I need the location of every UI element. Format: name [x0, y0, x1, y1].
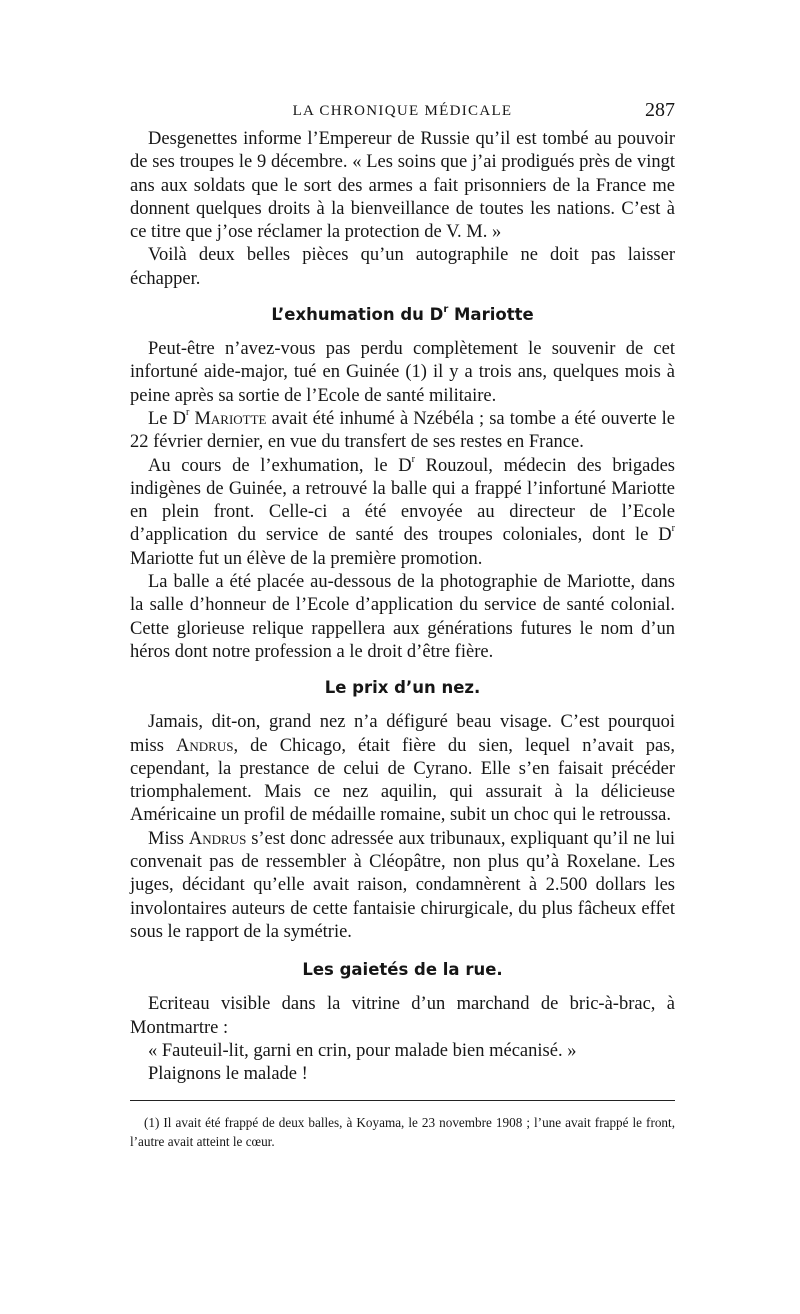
- page-number: 287: [645, 99, 675, 121]
- intro-paragraph-2: Voilà deux belles pièces qu’un autographile ne doit pas laisser échapper.: [130, 245, 675, 289]
- footnote: (1) Il avait été frappé de deux balles, à Koyama, le 23 novembre 1908 ; l’une avait frappé le front, l’autre avait atteint le cœur.: [130, 1115, 675, 1150]
- nez-paragraph-2: Miss Andrus s’est donc adressée aux tribunaux, expliquant qu’il ne lui convenait pas de ressembler à Cléopâtre, non plus qu’à Roxelane. Les juges, décidant qu’elle avait raison, condamnèrent à 2.500 dollars les involontaires auteurs de cette fantaisie chirurgicale, du plus fâcheux effet sous le rapport de la symétrie.: [130, 828, 675, 942]
- gaietes-paragraph-2: « Fauteuil-lit, garni en crin, pour malade bien mécanisé. »: [148, 1040, 577, 1061]
- person-name: Mariotte: [194, 408, 267, 429]
- running-head: LA CHRONIQUE MÉDICALE: [292, 103, 513, 119]
- nez-paragraph-1: Jamais, dit-on, grand nez n’a défiguré beau visage. C’est pourquoi miss Andrus, de Chicago, était fière du sien, lequel n’avait pas, cependant, la prestance de celui de Cyrano. Elle s’en faisait précéder triomphalement. Mais ce nez aquilin, qui assurait à la délicieuse Américaine un profil de médaille romaine, subit un choc qui le retroussa.: [130, 712, 675, 826]
- section-heading-nez: Le prix d’un nez.: [324, 678, 481, 698]
- intro-paragraph-1: Desgenettes informe l’Empereur de Russie qu’il est tombé au pouvoir de ses troupes le 9 décembre. « Les soins que j’ai prodigués près de vingt ans aux soldats que le sort des armes a fait prisonniers de la France me donnent quelques droits à la bienveillance de toutes les nations. C’est à ce titre que j’ose réclamer la protection de V. M. »: [130, 129, 675, 243]
- mariotte-paragraph-3: Au cours de l’exhumation, le $D^r$ Rouzoul, médecin des brigades indigènes de Guinée, a retrouvé la balle qui a frappé l’infortuné Mariotte en plein front. Celle-ci a été envoyée au directeur de l’Ecole d’application du service de santé des troupes coloniales, dont le $D^r$ Mariotte fut un élève de la première promotion.: [130, 453, 675, 569]
- section-heading-gaietes: Les gaietés de la rue.: [302, 960, 503, 980]
- footnote-divider: [130, 1100, 675, 1101]
- gaietes-paragraph-3: Plaignons le malade !: [148, 1064, 308, 1085]
- mariotte-paragraph-2: Le $D^r$ Mariotte avait été inhumé à Nzébéla ; sa tombe a été ouverte le 22 février dernier, en vue du transfert de ses restes en France.: [130, 406, 675, 453]
- gaietes-paragraph-1: Ecriteau visible dans la vitrine d’un marchand de bric-à-brac, à Montmartre :: [130, 994, 675, 1038]
- mariotte-paragraph-1: Peut-être n’avez-vous pas perdu complètement le souvenir de cet infortuné aide-major, tué en Guinée (1) il y a trois ans, quelques mois à peine après sa sortie de l’Ecole de santé militaire.: [130, 339, 675, 406]
- person-name: Andrus: [188, 828, 247, 849]
- page-header: [130, 99, 675, 129]
- person-name: Andrus: [176, 735, 234, 756]
- mariotte-paragraph-4: La balle a été placée au-dessous de la photographie de Mariotte, dans la salle d’honneur de l’Ecole d’application du service de santé colonial. Cette glorieuse relique rappellera aux générations futures le nom d’un héros dont notre profession a le droit d’être fière.: [130, 572, 675, 662]
- article-body: [130, 128, 675, 1151]
- section-heading-mariotte: L’exhumation du $D^r$ Mariotte: [271, 304, 534, 325]
